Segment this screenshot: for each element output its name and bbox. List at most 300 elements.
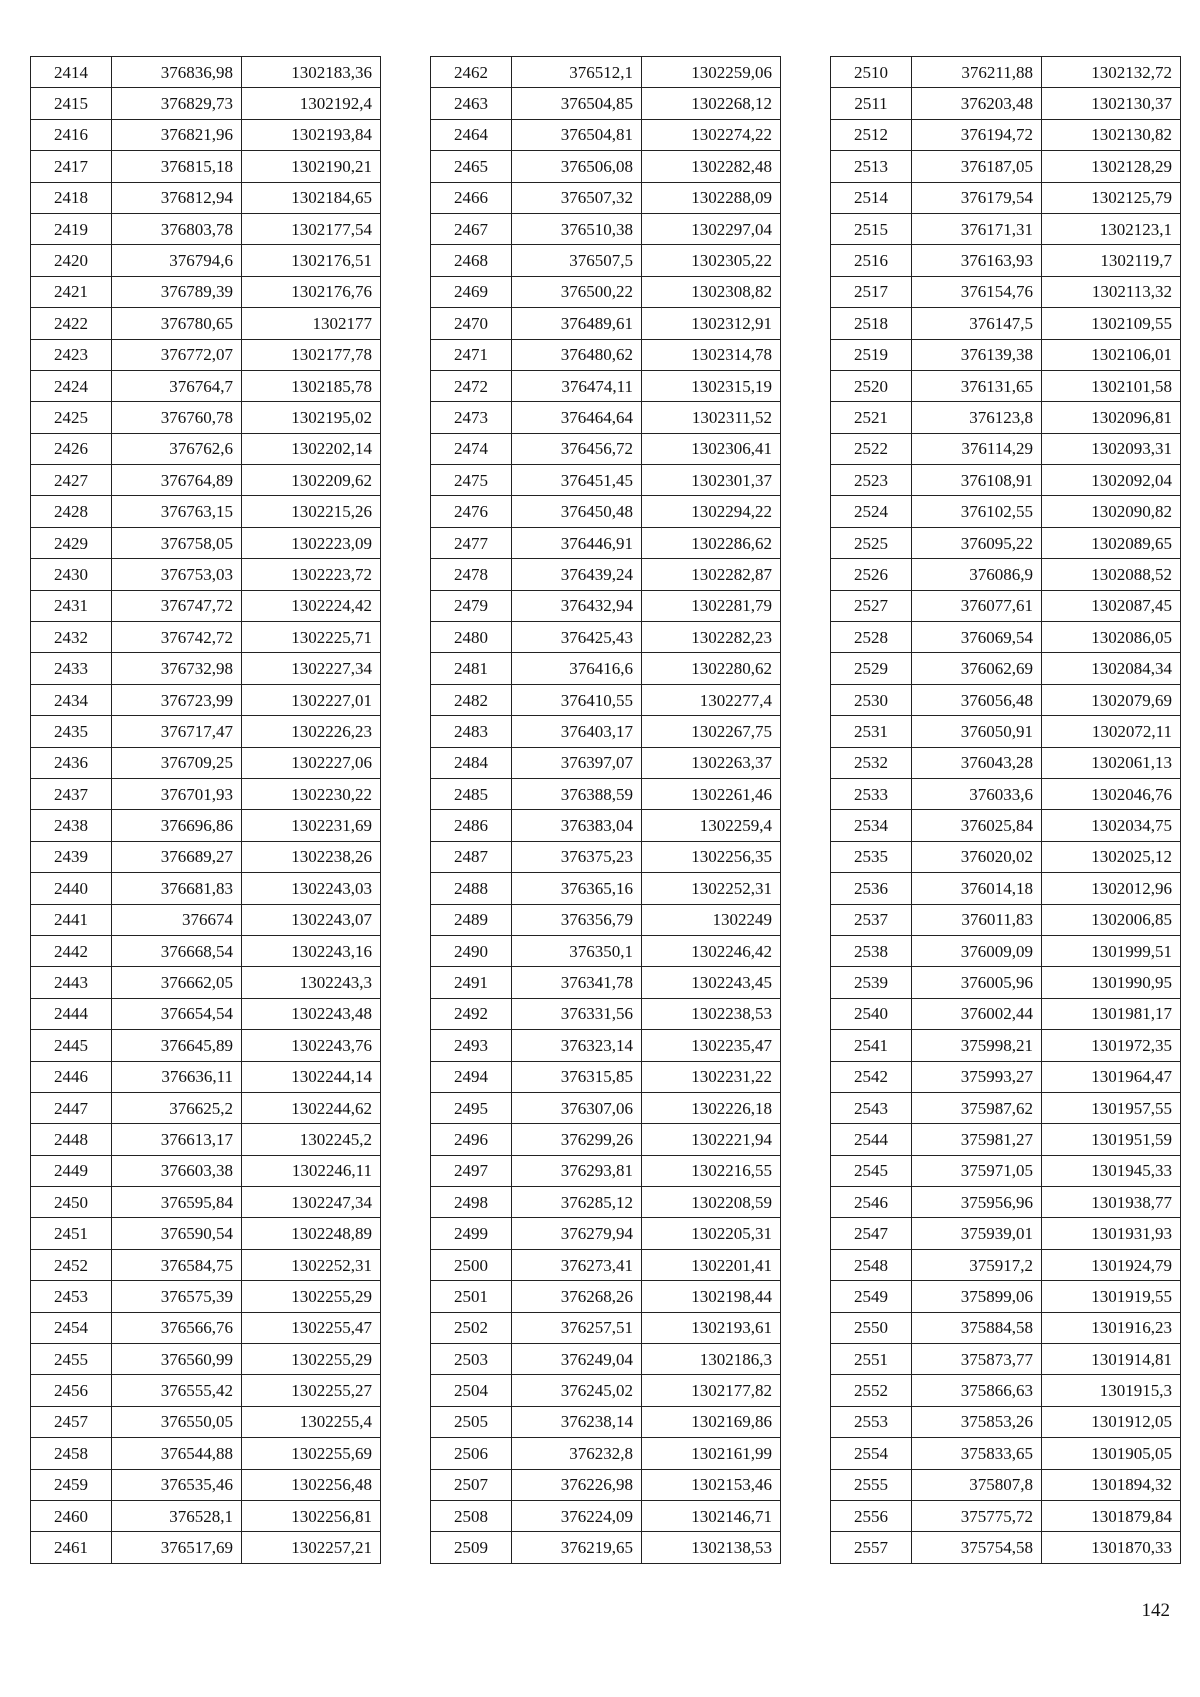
table-row bbox=[31, 1218, 381, 1249]
point-number-cell: 2483 bbox=[431, 716, 512, 747]
table-row bbox=[431, 151, 781, 182]
point-number-cell: 2491 bbox=[431, 967, 512, 998]
y-coordinate-cell: 1302090,82 bbox=[1042, 496, 1181, 527]
y-coordinate-cell: 1302243,03 bbox=[242, 873, 381, 904]
table-row bbox=[431, 496, 781, 527]
y-coordinate-cell: 1302243,3 bbox=[242, 967, 381, 998]
table-row bbox=[831, 967, 1181, 998]
x-coordinate-cell: 376211,88 bbox=[912, 57, 1042, 88]
x-coordinate-cell: 376815,18 bbox=[112, 151, 242, 182]
point-number-cell: 2433 bbox=[31, 653, 112, 684]
table-row bbox=[31, 904, 381, 935]
point-number-cell: 2414 bbox=[31, 57, 112, 88]
point-number-cell: 2489 bbox=[431, 904, 512, 935]
x-coordinate-cell: 376446,91 bbox=[512, 527, 642, 558]
point-number-cell: 2479 bbox=[431, 590, 512, 621]
y-coordinate-cell: 1302259,4 bbox=[642, 810, 781, 841]
y-coordinate-cell: 1302231,69 bbox=[242, 810, 381, 841]
table-row bbox=[31, 1092, 381, 1123]
table-row bbox=[31, 1124, 381, 1155]
table-row bbox=[431, 684, 781, 715]
point-number-cell: 2498 bbox=[431, 1187, 512, 1218]
y-coordinate-cell: 1301919,55 bbox=[1042, 1281, 1181, 1312]
x-coordinate-cell: 375775,72 bbox=[912, 1500, 1042, 1531]
point-number-cell: 2547 bbox=[831, 1218, 912, 1249]
point-number-cell: 2485 bbox=[431, 778, 512, 809]
table-row bbox=[831, 57, 1181, 88]
x-coordinate-cell: 376636,11 bbox=[112, 1061, 242, 1092]
table-row bbox=[831, 1438, 1181, 1469]
table-row bbox=[31, 1249, 381, 1280]
point-number-cell: 2543 bbox=[831, 1092, 912, 1123]
point-number-cell: 2477 bbox=[431, 527, 512, 558]
y-coordinate-cell: 1302255,29 bbox=[242, 1344, 381, 1375]
table-row bbox=[431, 1124, 781, 1155]
x-coordinate-cell: 376232,8 bbox=[512, 1438, 642, 1469]
point-number-cell: 2531 bbox=[831, 716, 912, 747]
x-coordinate-cell: 376350,1 bbox=[512, 935, 642, 966]
point-number-cell: 2445 bbox=[31, 1030, 112, 1061]
y-coordinate-cell: 1302243,45 bbox=[642, 967, 781, 998]
y-coordinate-cell: 1302246,42 bbox=[642, 935, 781, 966]
x-coordinate-cell: 376062,69 bbox=[912, 653, 1042, 684]
table-row bbox=[31, 402, 381, 433]
y-coordinate-cell: 1301999,51 bbox=[1042, 935, 1181, 966]
y-coordinate-cell: 1302227,01 bbox=[242, 684, 381, 715]
y-coordinate-cell: 1302308,82 bbox=[642, 276, 781, 307]
y-coordinate-cell: 1302186,3 bbox=[642, 1344, 781, 1375]
point-number-cell: 2460 bbox=[31, 1500, 112, 1531]
point-number-cell: 2511 bbox=[831, 88, 912, 119]
x-coordinate-cell: 376293,81 bbox=[512, 1155, 642, 1186]
y-coordinate-cell: 1301879,84 bbox=[1042, 1500, 1181, 1531]
x-coordinate-cell: 376764,89 bbox=[112, 465, 242, 496]
table-row bbox=[431, 1375, 781, 1406]
point-number-cell: 2526 bbox=[831, 559, 912, 590]
point-number-cell: 2439 bbox=[31, 841, 112, 872]
y-coordinate-cell: 1302215,26 bbox=[242, 496, 381, 527]
x-coordinate-cell: 376474,11 bbox=[512, 370, 642, 401]
table-row bbox=[31, 182, 381, 213]
y-coordinate-cell: 1302113,32 bbox=[1042, 276, 1181, 307]
table-row bbox=[831, 1406, 1181, 1437]
y-coordinate-cell: 1302244,62 bbox=[242, 1092, 381, 1123]
y-coordinate-cell: 1302138,53 bbox=[642, 1532, 781, 1563]
point-number-cell: 2528 bbox=[831, 622, 912, 653]
page-number: 142 bbox=[1141, 1600, 1170, 1621]
x-coordinate-cell: 376504,81 bbox=[512, 119, 642, 150]
point-number-cell: 2463 bbox=[431, 88, 512, 119]
x-coordinate-cell: 376821,96 bbox=[112, 119, 242, 150]
point-number-cell: 2505 bbox=[431, 1406, 512, 1437]
table-row bbox=[431, 873, 781, 904]
point-number-cell: 2551 bbox=[831, 1344, 912, 1375]
table-row bbox=[431, 998, 781, 1029]
point-number-cell: 2553 bbox=[831, 1406, 912, 1437]
y-coordinate-cell: 1302267,75 bbox=[642, 716, 781, 747]
x-coordinate-cell: 376249,04 bbox=[512, 1344, 642, 1375]
y-coordinate-cell: 1302176,76 bbox=[242, 276, 381, 307]
y-coordinate-cell: 1302235,47 bbox=[642, 1030, 781, 1061]
y-coordinate-cell: 1302198,44 bbox=[642, 1281, 781, 1312]
point-number-cell: 2478 bbox=[431, 559, 512, 590]
table-row bbox=[831, 653, 1181, 684]
x-coordinate-cell: 376425,43 bbox=[512, 622, 642, 653]
y-coordinate-cell: 1302261,46 bbox=[642, 778, 781, 809]
x-coordinate-cell: 376464,64 bbox=[512, 402, 642, 433]
table-row bbox=[831, 276, 1181, 307]
point-number-cell: 2517 bbox=[831, 276, 912, 307]
x-coordinate-cell: 376397,07 bbox=[512, 747, 642, 778]
table-row bbox=[431, 1249, 781, 1280]
x-coordinate-cell: 376323,14 bbox=[512, 1030, 642, 1061]
x-coordinate-cell: 376584,75 bbox=[112, 1249, 242, 1280]
point-number-cell: 2459 bbox=[31, 1469, 112, 1500]
y-coordinate-cell: 1301894,32 bbox=[1042, 1469, 1181, 1500]
point-number-cell: 2461 bbox=[31, 1532, 112, 1563]
x-coordinate-cell: 376836,98 bbox=[112, 57, 242, 88]
x-coordinate-cell: 375917,2 bbox=[912, 1249, 1042, 1280]
y-coordinate-cell: 1302281,79 bbox=[642, 590, 781, 621]
point-number-cell: 2440 bbox=[31, 873, 112, 904]
table-row bbox=[31, 496, 381, 527]
point-number-cell: 2544 bbox=[831, 1124, 912, 1155]
point-number-cell: 2536 bbox=[831, 873, 912, 904]
point-number-cell: 2503 bbox=[431, 1344, 512, 1375]
table-row bbox=[431, 1218, 781, 1249]
table-row bbox=[431, 747, 781, 778]
x-coordinate-cell: 376753,03 bbox=[112, 559, 242, 590]
x-coordinate-cell: 376179,54 bbox=[912, 182, 1042, 213]
point-number-cell: 2420 bbox=[31, 245, 112, 276]
y-coordinate-cell: 1301916,23 bbox=[1042, 1312, 1181, 1343]
table-row bbox=[31, 1187, 381, 1218]
x-coordinate-cell: 376590,54 bbox=[112, 1218, 242, 1249]
y-coordinate-cell: 1302243,76 bbox=[242, 1030, 381, 1061]
table-row bbox=[831, 747, 1181, 778]
y-coordinate-cell: 1302226,18 bbox=[642, 1092, 781, 1123]
y-coordinate-cell: 1302248,89 bbox=[242, 1218, 381, 1249]
y-coordinate-cell: 1302226,23 bbox=[242, 716, 381, 747]
x-coordinate-cell: 376238,14 bbox=[512, 1406, 642, 1437]
y-coordinate-cell: 1302263,37 bbox=[642, 747, 781, 778]
x-coordinate-cell: 376780,65 bbox=[112, 308, 242, 339]
table-row bbox=[831, 935, 1181, 966]
y-coordinate-cell: 1301981,17 bbox=[1042, 998, 1181, 1029]
point-number-cell: 2429 bbox=[31, 527, 112, 558]
coordinate-table-3 bbox=[830, 56, 1181, 1564]
y-coordinate-cell: 1302006,85 bbox=[1042, 904, 1181, 935]
point-number-cell: 2495 bbox=[431, 1092, 512, 1123]
table-row bbox=[831, 496, 1181, 527]
table-row bbox=[431, 308, 781, 339]
y-coordinate-cell: 1302301,37 bbox=[642, 465, 781, 496]
y-coordinate-cell: 1302243,16 bbox=[242, 935, 381, 966]
table-row bbox=[831, 904, 1181, 935]
x-coordinate-cell: 376550,05 bbox=[112, 1406, 242, 1437]
y-coordinate-cell: 1302119,7 bbox=[1042, 245, 1181, 276]
table-row bbox=[31, 873, 381, 904]
point-number-cell: 2500 bbox=[431, 1249, 512, 1280]
y-coordinate-cell: 1302177,54 bbox=[242, 213, 381, 244]
y-coordinate-cell: 1302109,55 bbox=[1042, 308, 1181, 339]
x-coordinate-cell: 376794,6 bbox=[112, 245, 242, 276]
point-number-cell: 2512 bbox=[831, 119, 912, 150]
point-number-cell: 2446 bbox=[31, 1061, 112, 1092]
y-coordinate-cell: 1302088,52 bbox=[1042, 559, 1181, 590]
point-number-cell: 2453 bbox=[31, 1281, 112, 1312]
table-row bbox=[431, 402, 781, 433]
y-coordinate-cell: 1302092,04 bbox=[1042, 465, 1181, 496]
table-row bbox=[31, 1281, 381, 1312]
table-row bbox=[831, 245, 1181, 276]
point-number-cell: 2419 bbox=[31, 213, 112, 244]
x-coordinate-cell: 376086,9 bbox=[912, 559, 1042, 590]
point-number-cell: 2474 bbox=[431, 433, 512, 464]
y-coordinate-cell: 1302243,48 bbox=[242, 998, 381, 1029]
y-coordinate-cell: 1302072,11 bbox=[1042, 716, 1181, 747]
point-number-cell: 2527 bbox=[831, 590, 912, 621]
point-number-cell: 2502 bbox=[431, 1312, 512, 1343]
table-row bbox=[431, 590, 781, 621]
table-row bbox=[831, 151, 1181, 182]
point-number-cell: 2421 bbox=[31, 276, 112, 307]
table-row bbox=[431, 1312, 781, 1343]
point-number-cell: 2520 bbox=[831, 370, 912, 401]
table-row bbox=[431, 276, 781, 307]
y-coordinate-cell: 1302225,71 bbox=[242, 622, 381, 653]
table-row bbox=[831, 873, 1181, 904]
table-row bbox=[31, 622, 381, 653]
x-coordinate-cell: 376102,55 bbox=[912, 496, 1042, 527]
table-row bbox=[31, 1375, 381, 1406]
point-number-cell: 2507 bbox=[431, 1469, 512, 1500]
point-number-cell: 2488 bbox=[431, 873, 512, 904]
y-coordinate-cell: 1302306,41 bbox=[642, 433, 781, 464]
table-row bbox=[31, 967, 381, 998]
table-row bbox=[831, 998, 1181, 1029]
y-coordinate-cell: 1302282,48 bbox=[642, 151, 781, 182]
table-row bbox=[831, 590, 1181, 621]
y-coordinate-cell: 1302282,23 bbox=[642, 622, 781, 653]
x-coordinate-cell: 376123,8 bbox=[912, 402, 1042, 433]
x-coordinate-cell: 376535,46 bbox=[112, 1469, 242, 1500]
point-number-cell: 2467 bbox=[431, 213, 512, 244]
table-row bbox=[31, 935, 381, 966]
x-coordinate-cell: 376331,56 bbox=[512, 998, 642, 1029]
table-row bbox=[431, 1469, 781, 1500]
table-row bbox=[31, 245, 381, 276]
x-coordinate-cell: 376789,39 bbox=[112, 276, 242, 307]
point-number-cell: 2546 bbox=[831, 1187, 912, 1218]
table-row bbox=[431, 213, 781, 244]
x-coordinate-cell: 376654,54 bbox=[112, 998, 242, 1029]
table-row bbox=[431, 1092, 781, 1123]
point-number-cell: 2525 bbox=[831, 527, 912, 558]
x-coordinate-cell: 376668,54 bbox=[112, 935, 242, 966]
x-coordinate-cell: 376410,55 bbox=[512, 684, 642, 715]
x-coordinate-cell: 376273,41 bbox=[512, 1249, 642, 1280]
x-coordinate-cell: 376625,2 bbox=[112, 1092, 242, 1123]
y-coordinate-cell: 1302034,75 bbox=[1042, 810, 1181, 841]
x-coordinate-cell: 375987,62 bbox=[912, 1092, 1042, 1123]
x-coordinate-cell: 376219,65 bbox=[512, 1532, 642, 1563]
y-coordinate-cell: 1302221,94 bbox=[642, 1124, 781, 1155]
table-row bbox=[431, 88, 781, 119]
y-coordinate-cell: 1301912,05 bbox=[1042, 1406, 1181, 1437]
x-coordinate-cell: 376056,48 bbox=[912, 684, 1042, 715]
y-coordinate-cell: 1302087,45 bbox=[1042, 590, 1181, 621]
table-row bbox=[31, 590, 381, 621]
point-number-cell: 2458 bbox=[31, 1438, 112, 1469]
table-row bbox=[431, 622, 781, 653]
y-coordinate-cell: 1302195,02 bbox=[242, 402, 381, 433]
x-coordinate-cell: 376450,48 bbox=[512, 496, 642, 527]
y-coordinate-cell: 1302106,01 bbox=[1042, 339, 1181, 370]
coordinate-table-2 bbox=[430, 56, 781, 1564]
y-coordinate-cell: 1302246,11 bbox=[242, 1155, 381, 1186]
point-number-cell: 2549 bbox=[831, 1281, 912, 1312]
point-number-cell: 2535 bbox=[831, 841, 912, 872]
table-row bbox=[31, 57, 381, 88]
x-coordinate-cell: 375993,27 bbox=[912, 1061, 1042, 1092]
point-number-cell: 2472 bbox=[431, 370, 512, 401]
table-row bbox=[431, 1187, 781, 1218]
x-coordinate-cell: 376050,91 bbox=[912, 716, 1042, 747]
x-coordinate-cell: 376365,16 bbox=[512, 873, 642, 904]
table-row bbox=[31, 1406, 381, 1437]
point-number-cell: 2482 bbox=[431, 684, 512, 715]
y-coordinate-cell: 1301938,77 bbox=[1042, 1187, 1181, 1218]
point-number-cell: 2469 bbox=[431, 276, 512, 307]
x-coordinate-cell: 376689,27 bbox=[112, 841, 242, 872]
x-coordinate-cell: 376506,08 bbox=[512, 151, 642, 182]
table-row bbox=[431, 1030, 781, 1061]
point-number-cell: 2470 bbox=[431, 308, 512, 339]
x-coordinate-cell: 376009,09 bbox=[912, 935, 1042, 966]
x-coordinate-cell: 376560,99 bbox=[112, 1344, 242, 1375]
x-coordinate-cell: 376812,94 bbox=[112, 182, 242, 213]
table-row bbox=[831, 1500, 1181, 1531]
x-coordinate-cell: 376416,6 bbox=[512, 653, 642, 684]
table-row bbox=[831, 1532, 1181, 1563]
y-coordinate-cell: 1302227,06 bbox=[242, 747, 381, 778]
table-row bbox=[431, 1344, 781, 1375]
point-number-cell: 2437 bbox=[31, 778, 112, 809]
point-number-cell: 2436 bbox=[31, 747, 112, 778]
y-coordinate-cell: 1302255,47 bbox=[242, 1312, 381, 1343]
point-number-cell: 2534 bbox=[831, 810, 912, 841]
y-coordinate-cell: 1302252,31 bbox=[242, 1249, 381, 1280]
point-number-cell: 2480 bbox=[431, 622, 512, 653]
table-row bbox=[31, 339, 381, 370]
point-number-cell: 2508 bbox=[431, 1500, 512, 1531]
x-coordinate-cell: 376451,45 bbox=[512, 465, 642, 496]
y-coordinate-cell: 1302247,34 bbox=[242, 1187, 381, 1218]
y-coordinate-cell: 1301870,33 bbox=[1042, 1532, 1181, 1563]
x-coordinate-cell: 376742,72 bbox=[112, 622, 242, 653]
y-coordinate-cell: 1302256,35 bbox=[642, 841, 781, 872]
y-coordinate-cell: 1302177,78 bbox=[242, 339, 381, 370]
table-row bbox=[31, 747, 381, 778]
y-coordinate-cell: 1302243,07 bbox=[242, 904, 381, 935]
table-row bbox=[31, 841, 381, 872]
point-number-cell: 2497 bbox=[431, 1155, 512, 1186]
table-row bbox=[431, 559, 781, 590]
point-number-cell: 2454 bbox=[31, 1312, 112, 1343]
y-coordinate-cell: 1301931,93 bbox=[1042, 1218, 1181, 1249]
point-number-cell: 2455 bbox=[31, 1344, 112, 1375]
table-row bbox=[431, 935, 781, 966]
y-coordinate-cell: 1302202,14 bbox=[242, 433, 381, 464]
x-coordinate-cell: 376517,69 bbox=[112, 1532, 242, 1563]
y-coordinate-cell: 1302046,76 bbox=[1042, 778, 1181, 809]
x-coordinate-cell: 376025,84 bbox=[912, 810, 1042, 841]
point-number-cell: 2422 bbox=[31, 308, 112, 339]
point-number-cell: 2438 bbox=[31, 810, 112, 841]
point-number-cell: 2441 bbox=[31, 904, 112, 935]
table-row bbox=[431, 653, 781, 684]
point-number-cell: 2537 bbox=[831, 904, 912, 935]
x-coordinate-cell: 376108,91 bbox=[912, 465, 1042, 496]
table-row bbox=[431, 904, 781, 935]
x-coordinate-cell: 376315,85 bbox=[512, 1061, 642, 1092]
y-coordinate-cell: 1302125,79 bbox=[1042, 182, 1181, 213]
y-coordinate-cell: 1301915,3 bbox=[1042, 1375, 1181, 1406]
y-coordinate-cell: 1302252,31 bbox=[642, 873, 781, 904]
table-row bbox=[831, 182, 1181, 213]
x-coordinate-cell: 376375,23 bbox=[512, 841, 642, 872]
x-coordinate-cell: 375981,27 bbox=[912, 1124, 1042, 1155]
table-row bbox=[831, 1344, 1181, 1375]
point-number-cell: 2435 bbox=[31, 716, 112, 747]
table-row bbox=[431, 778, 781, 809]
y-coordinate-cell: 1302245,2 bbox=[242, 1124, 381, 1155]
table-row bbox=[431, 119, 781, 150]
y-coordinate-cell: 1302025,12 bbox=[1042, 841, 1181, 872]
y-coordinate-cell: 1301951,59 bbox=[1042, 1124, 1181, 1155]
y-coordinate-cell: 1302257,21 bbox=[242, 1532, 381, 1563]
x-coordinate-cell: 376674 bbox=[112, 904, 242, 935]
x-coordinate-cell: 376662,05 bbox=[112, 967, 242, 998]
table-row bbox=[431, 1281, 781, 1312]
x-coordinate-cell: 376480,62 bbox=[512, 339, 642, 370]
y-coordinate-cell: 1302205,31 bbox=[642, 1218, 781, 1249]
y-coordinate-cell: 1302096,81 bbox=[1042, 402, 1181, 433]
y-coordinate-cell: 1302238,26 bbox=[242, 841, 381, 872]
table-row bbox=[831, 778, 1181, 809]
x-coordinate-cell: 376544,88 bbox=[112, 1438, 242, 1469]
point-number-cell: 2417 bbox=[31, 151, 112, 182]
point-number-cell: 2554 bbox=[831, 1438, 912, 1469]
point-number-cell: 2484 bbox=[431, 747, 512, 778]
x-coordinate-cell: 376043,28 bbox=[912, 747, 1042, 778]
x-coordinate-cell: 375754,58 bbox=[912, 1532, 1042, 1563]
x-coordinate-cell: 376020,02 bbox=[912, 841, 1042, 872]
y-coordinate-cell: 1301905,05 bbox=[1042, 1438, 1181, 1469]
table-row bbox=[431, 1061, 781, 1092]
point-number-cell: 2521 bbox=[831, 402, 912, 433]
point-number-cell: 2510 bbox=[831, 57, 912, 88]
x-coordinate-cell: 376383,04 bbox=[512, 810, 642, 841]
x-coordinate-cell: 375939,01 bbox=[912, 1218, 1042, 1249]
table-row bbox=[431, 841, 781, 872]
table-row bbox=[831, 1187, 1181, 1218]
point-number-cell: 2465 bbox=[431, 151, 512, 182]
table-row bbox=[31, 1469, 381, 1500]
point-number-cell: 2530 bbox=[831, 684, 912, 715]
table-row bbox=[31, 151, 381, 182]
